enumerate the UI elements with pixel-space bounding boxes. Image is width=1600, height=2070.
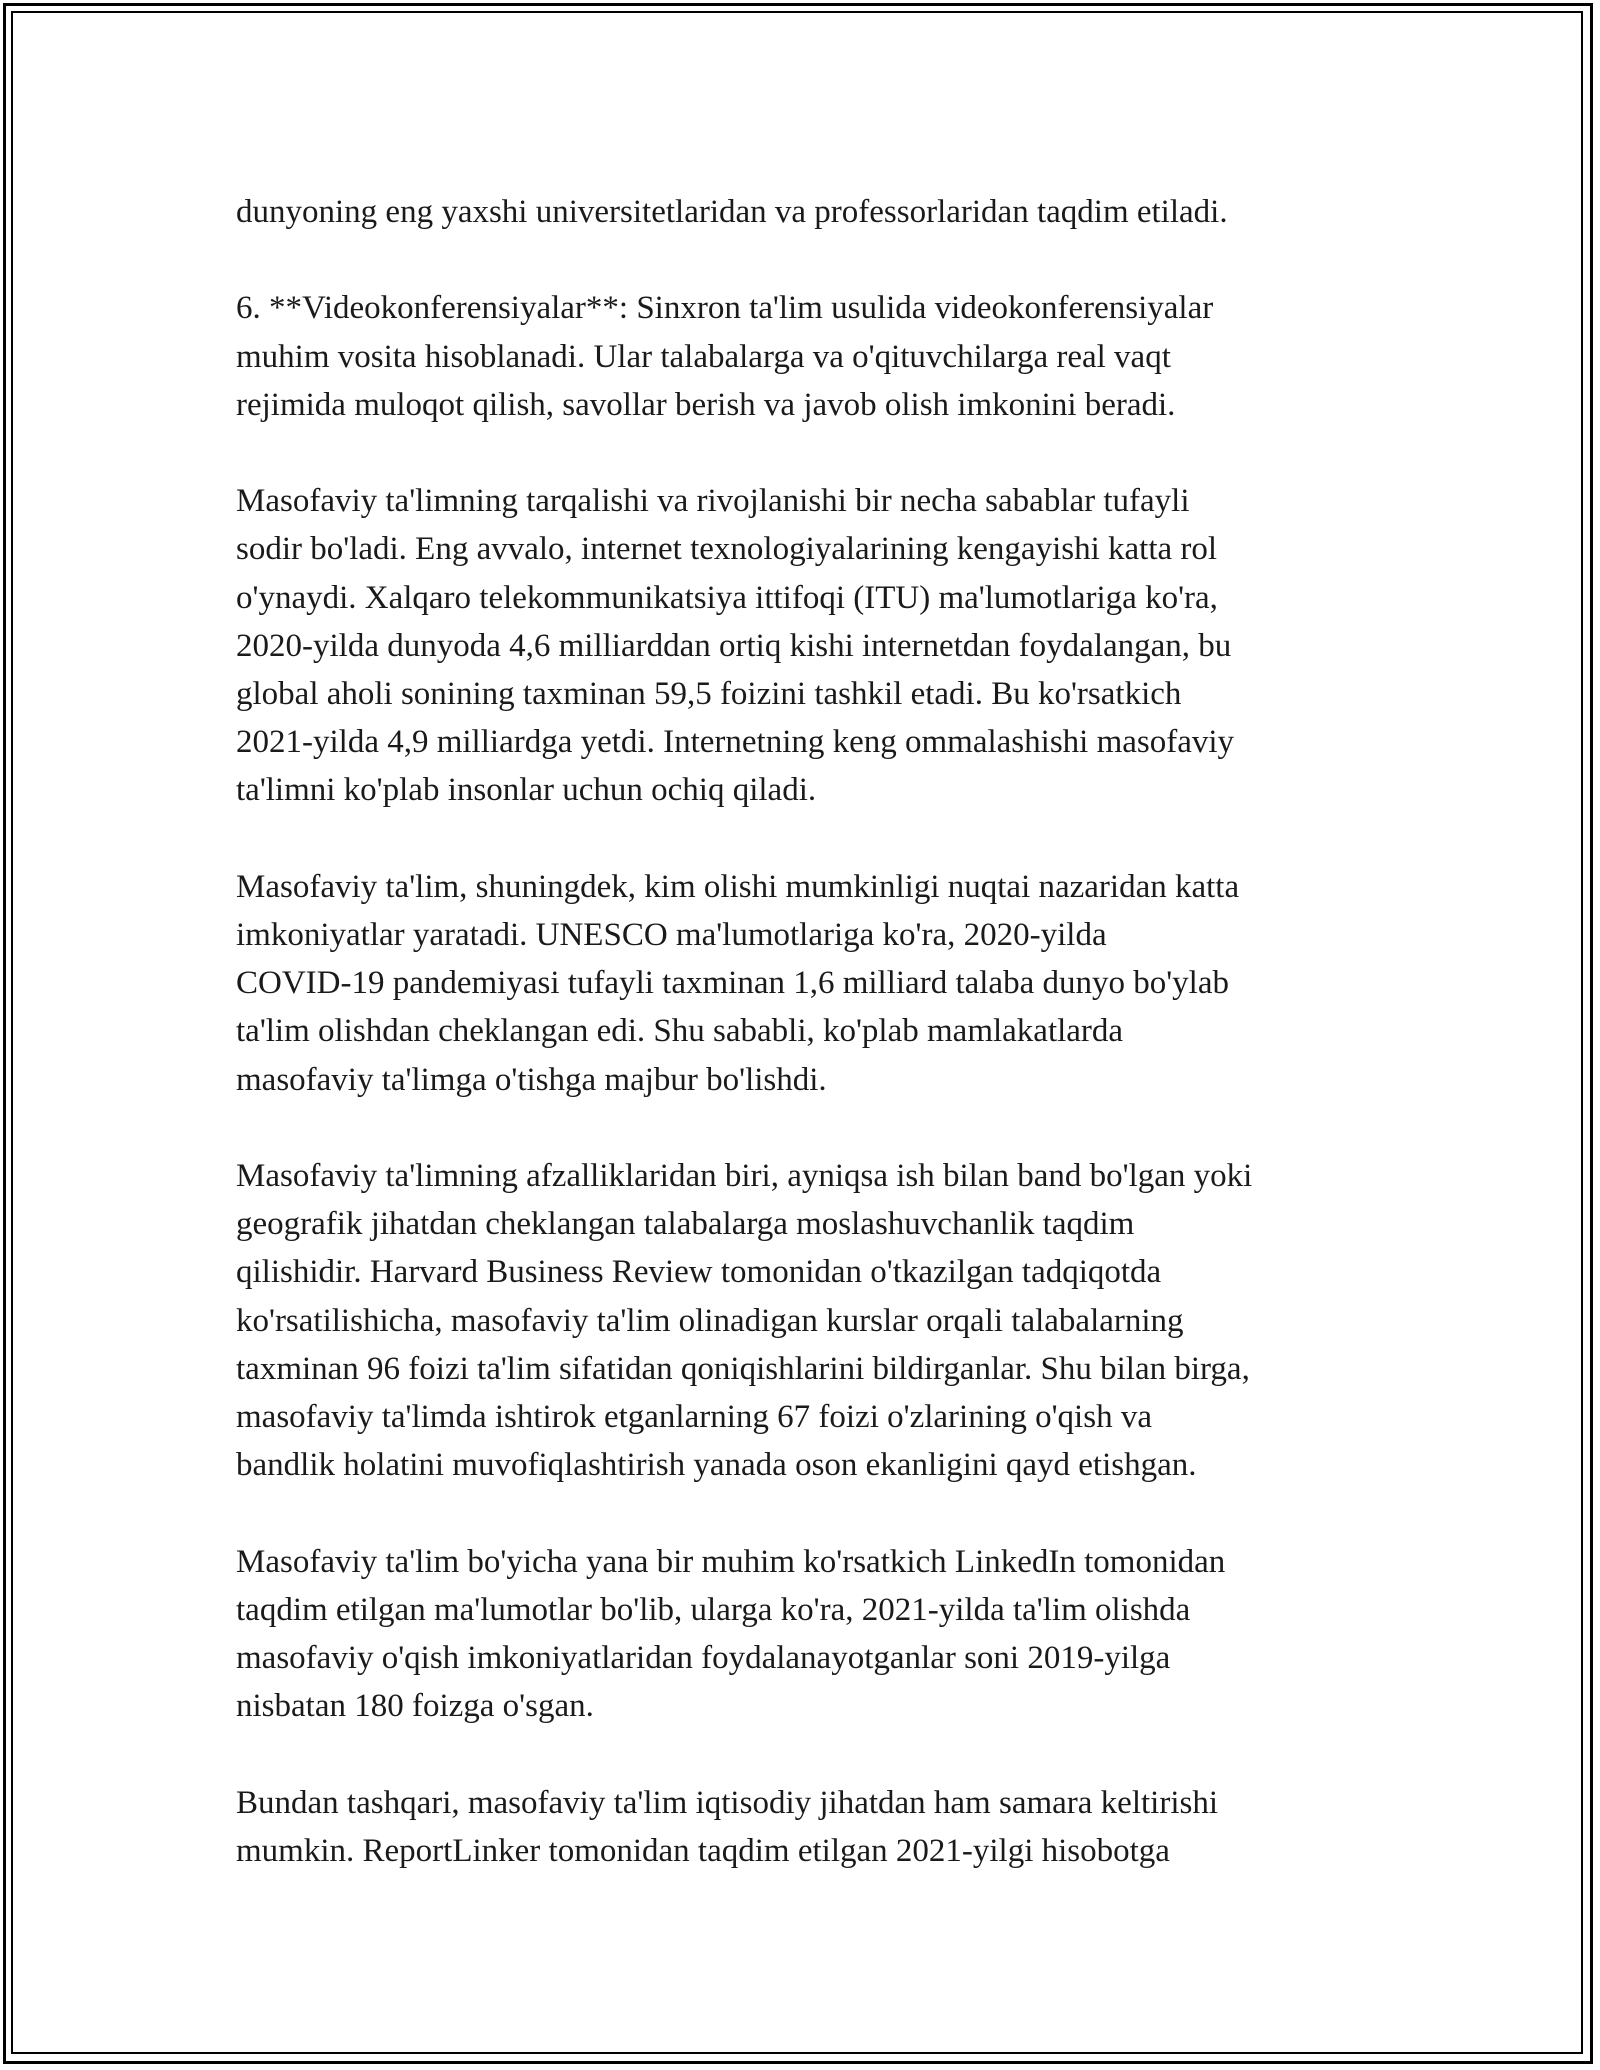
paragraph: Masofaviy ta'lim bo'yicha yana bir muhim ko'rsatkich LinkedIn tomonidan taqdim etilgan ma'lumotlar bo'lib, ularga ko'ra, 2021-yilda ta'lim olishda masofaviy o'qish imkoniyatlaridan foydalanayotganlar soni 2019-yilga nisbatan 180 foizga o'sgan. [236,1543,1226,1725]
paragraph: 6. **Videokonferensiyalar**: Sinxron ta'lim usulida videokonferensiyalar muhim vosita hisoblanadi. Ular talabalarga va o'qituvchilarga real vaqt rejimida muloqot qilish, savollar berish va javob olish imkonini beradi. [236,290,1214,423]
paragraph: Bundan tashqari, masofaviy ta'lim iqtisodiy jihatdan ham samara keltirishi mumkin. ReportLinker tomonidan taqdim etilgan 2021-yilgi hisobotga [236,1784,1218,1869]
paragraph: Masofaviy ta'lim, shuningdek, kim olishi mumkinligi nuqtai nazaridan katta imkoniyatlar yaratadi. UNESCO ma'lumotlariga ko'ra, 2020-yilda COVID-19 pandemiyasi tufayli taxminan 1,6 milliard talaba dunyo bo'ylab ta'lim olishdan cheklangan edi. Shu sababli, ko'plab mamlakatlarda masofaviy ta'limga o'tishga majbur bo'lishdi. [236,868,1240,1098]
paragraph: dunyoning eng yaxshi universitetlaridan va professorlaridan taqdim etiladi. [236,194,1228,230]
paragraph: Masofaviy ta'limning tarqalishi va rivojlanishi bir necha sabablar tufayli sodir bo'ladi. Eng avvalo, internet texnologiyalarining kengayishi katta rol o'ynaydi. Xalqaro telekommunikatsiya ittifoqi (ITU) ma'lumotlariga ko'ra, 2020-yilda dunyoda 4,6 milliarddan ortiq kishi internetdan foydalangan, bu global aholi sonining taxminan 59,5 foizini tashkil etadi. Bu ko'rsatkich 2021-yilda 4,9 milliardga yetdi. Internetning keng ommalashishi masofaviy ta'limni ko'plab insonlar uchun ochiq qiladi. [236,483,1235,809]
paragraph: Masofaviy ta'limning afzalliklaridan biri, ayniqsa ish bilan band bo'lgan yoki geografik jihatdan cheklangan talabalarga moslashuvchanlik taqdim qilishidir. Harvard Business Review tomonidan o'tkazilgan tadqiqotda ko'rsatilishicha, masofaviy ta'lim olinadigan kurslar orqali talabalarning taxminan 96 foizi ta'lim sifatidan qoniqishlarini bildirganlar. Shu bilan birga, masofaviy ta'limda ishtirok etganlarning 67 foizi o'zlarining o'qish va bandlik holatini muvofiqlashtirish yanada oson ekanligini qayd etishgan. [236,1158,1253,1484]
document-body [236,188,1386,1875]
